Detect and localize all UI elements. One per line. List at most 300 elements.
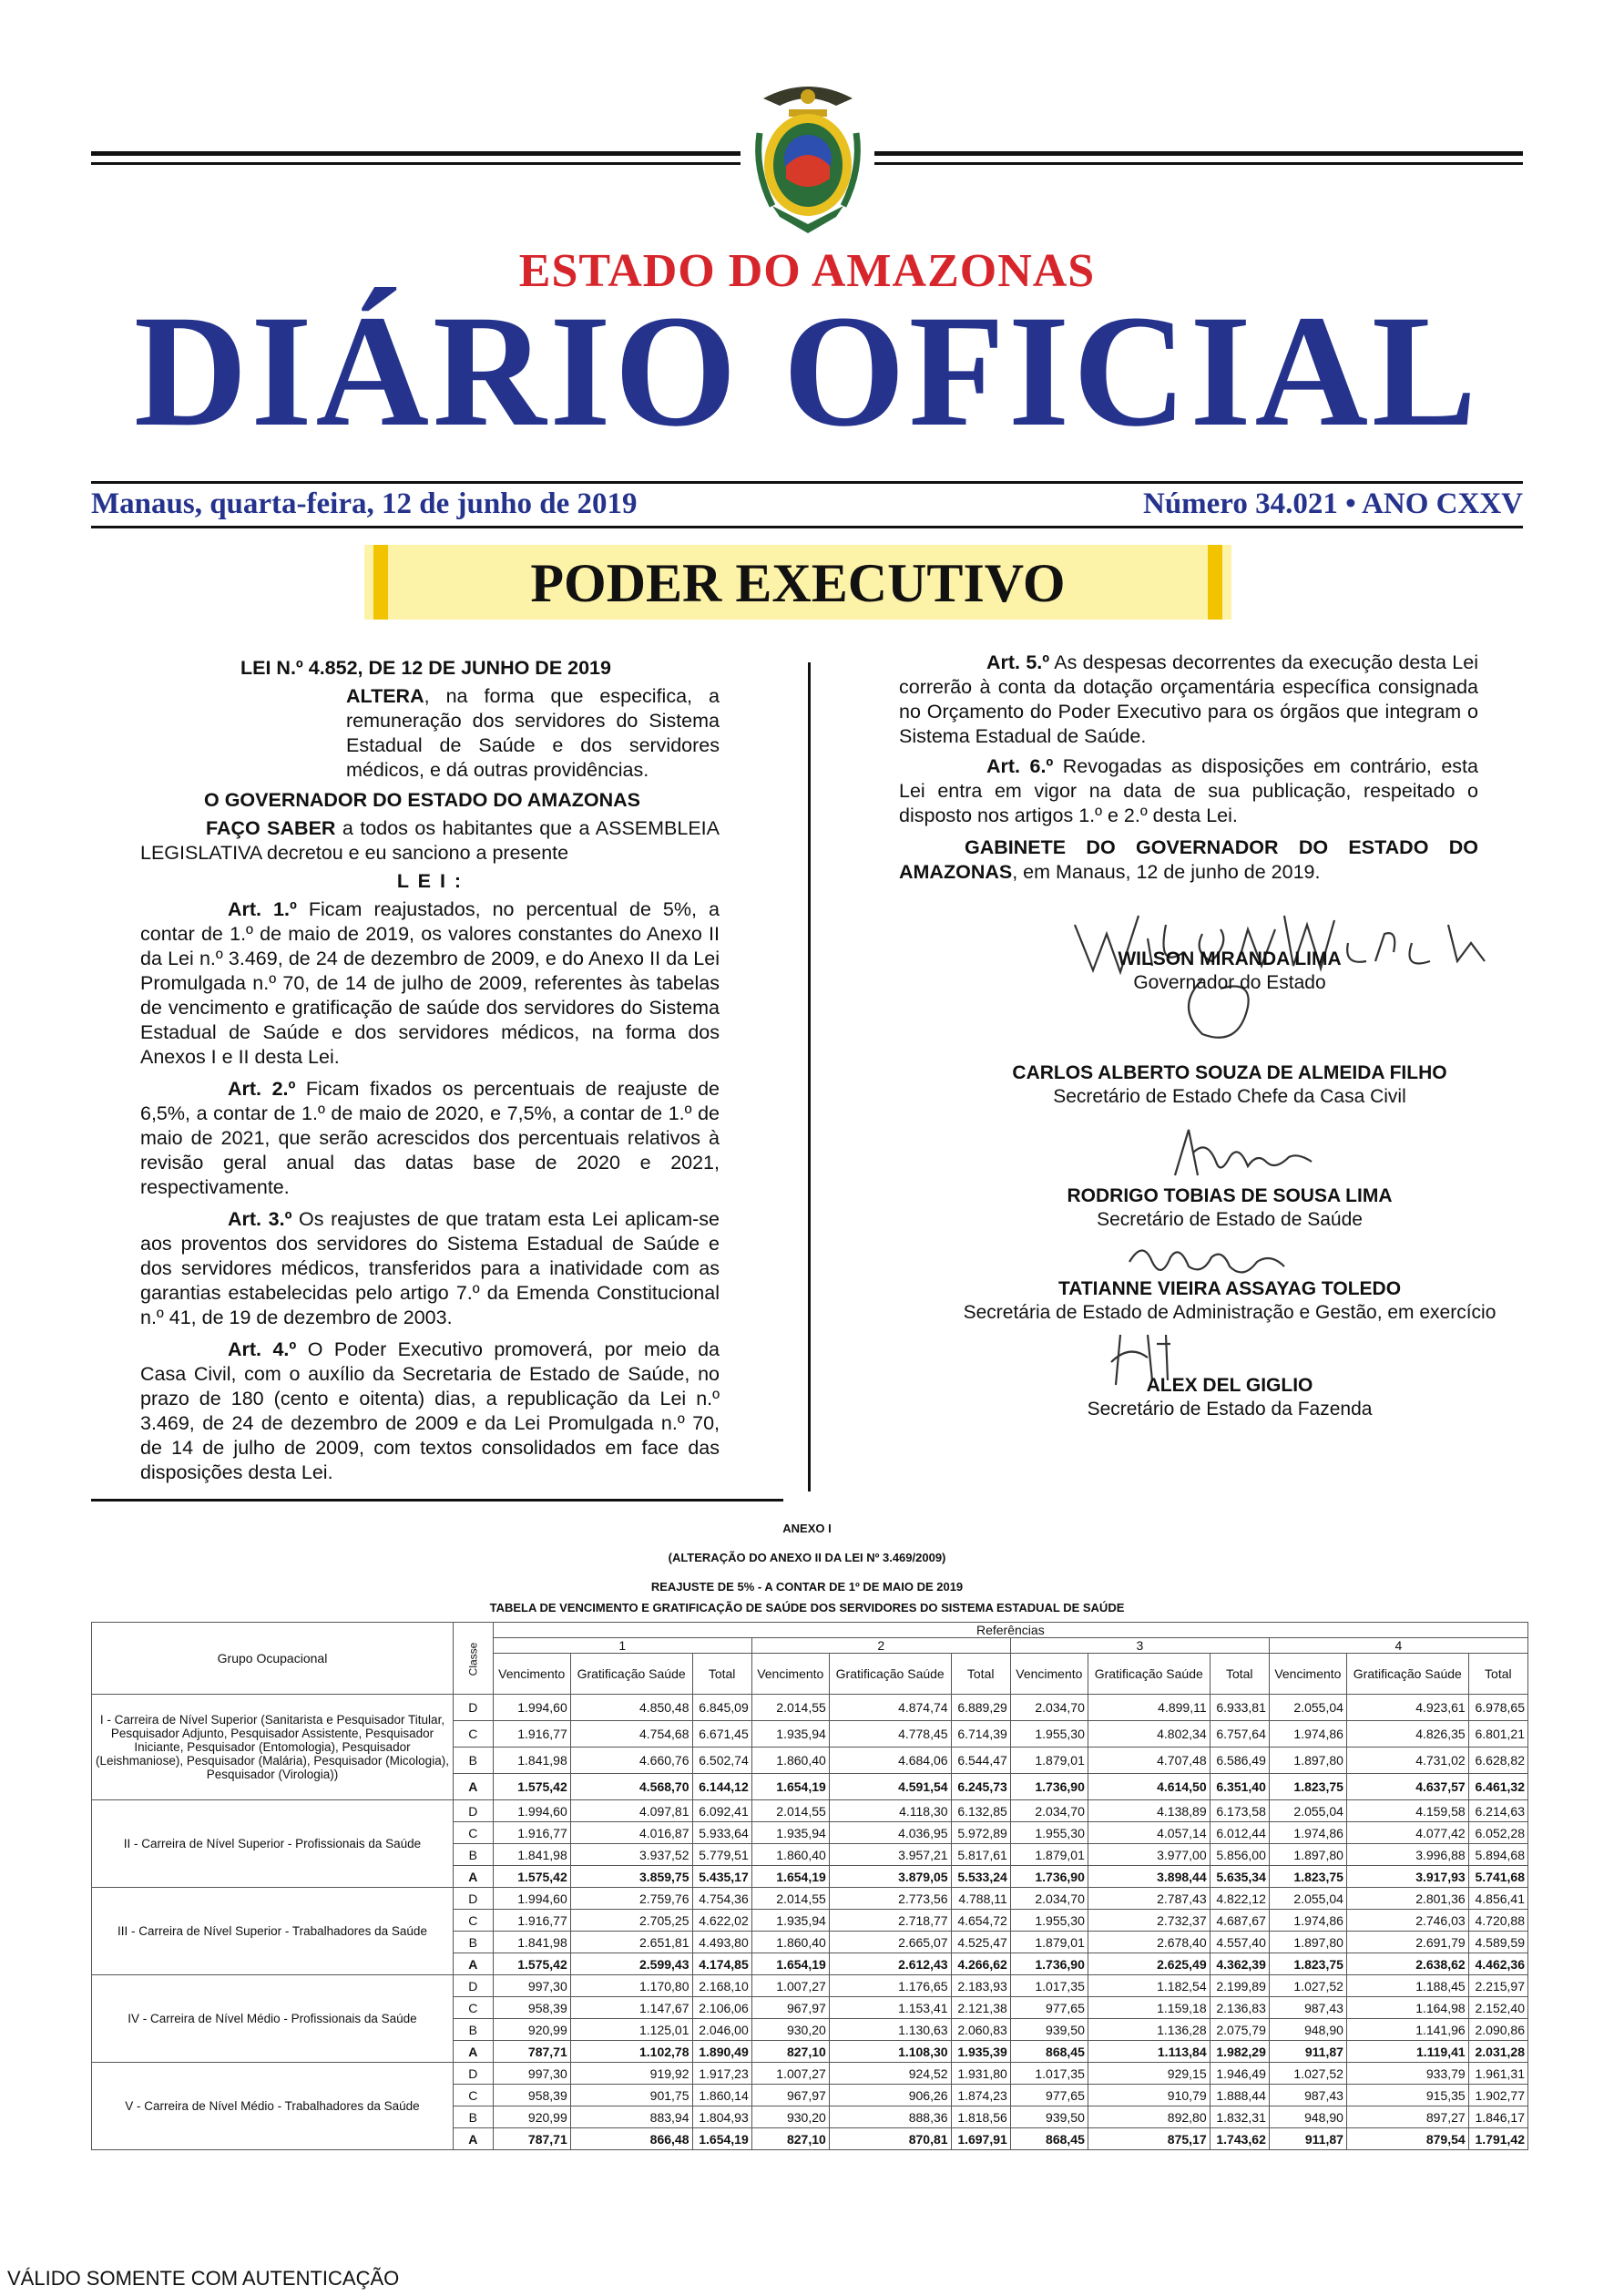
value-cell: 3.977,00: [1088, 1844, 1210, 1866]
footer-note: VÁLIDO SOMENTE COM AUTENTICAÇÃO: [7, 2267, 400, 2290]
classe-cell: A: [454, 2128, 494, 2150]
value-cell: 5.894,68: [1468, 1844, 1527, 1866]
annex-subtitle: (ALTERAÇÃO DO ANEXO II DA LEI Nº 3.469/2009): [668, 1551, 946, 1564]
value-cell: 5.933,64: [692, 1822, 751, 1844]
value-cell: 911,87: [1269, 2041, 1346, 2063]
value-cell: 1.804,93: [692, 2106, 751, 2128]
signature-block-3: [884, 1277, 1576, 1325]
value-cell: 3.937,52: [570, 1844, 692, 1866]
value-cell: 4.788,11: [951, 1888, 1010, 1910]
masthead-rule-top-1: [91, 151, 741, 156]
value-cell: 1.955,30: [1010, 1910, 1088, 1932]
value-cell: 4.778,45: [829, 1721, 951, 1748]
value-cell: 4.557,40: [1210, 1932, 1269, 1953]
value-cell: 977,65: [1010, 1997, 1088, 2019]
value-cell: 1.860,14: [692, 2085, 751, 2106]
value-cell: 2.183,93: [951, 1975, 1010, 1997]
ref-header: 3: [1010, 1638, 1269, 1654]
value-cell: 4.684,06: [829, 1748, 951, 1774]
value-cell: 4.118,30: [829, 1800, 951, 1822]
value-cell: 4.266,62: [951, 1953, 1010, 1975]
gabinete-line: GABINETE DO GOVERNADOR DO ESTADO DO AMAZONAS, em Manaus, 12 de junho de 2019.: [899, 836, 1478, 883]
article-4: Art. 4.º O Poder Executivo promoverá, por meio da Casa Civil, com o auxílio da Secretaria de Estado de Saúde, no prazo de 180 (cento e oitenta) dias, a republicação da Lei n.º 3.469, de 24 de dezembro de 2009 e da Lei Promulgada n.º 70, de 14 de julho de 2009, com textos consolidados em face das disposições desta Lei.: [140, 1338, 720, 1483]
value-cell: 866,48: [570, 2128, 692, 2150]
value-cell: 3.859,75: [570, 1866, 692, 1888]
column-divider: [808, 662, 811, 1491]
value-cell: 1.164,98: [1346, 1997, 1468, 2019]
value-cell: 2.665,07: [829, 1932, 951, 1953]
value-cell: 1.897,80: [1269, 1932, 1346, 1953]
value-cell: 1.007,27: [751, 1975, 829, 1997]
value-cell: 4.754,36: [692, 1888, 751, 1910]
value-cell: 6.933,81: [1210, 1695, 1269, 1721]
value-cell: 1.159,18: [1088, 1997, 1210, 2019]
value-cell: 6.628,82: [1468, 1748, 1527, 1774]
classe-cell: B: [454, 2106, 494, 2128]
table-row: [92, 1695, 1528, 1721]
value-cell: 6.845,09: [692, 1695, 751, 1721]
salary-table-body: [92, 1695, 1528, 2150]
value-cell: 868,45: [1010, 2128, 1088, 2150]
signatory-name: RODRIGO TOBIAS DE SOUSA LIMA: [1067, 1185, 1393, 1206]
value-cell: 4.077,42: [1346, 1822, 1468, 1844]
law-heading: LEI N.º 4.852, DE 12 DE JUNHO DE 2019: [240, 657, 611, 679]
value-cell: 1.176,65: [829, 1975, 951, 1997]
value-cell: 1.823,75: [1269, 1866, 1346, 1888]
value-cell: 1.575,42: [493, 1774, 570, 1800]
value-cell: 2.678,40: [1088, 1932, 1210, 1953]
value-cell: 1.879,01: [1010, 1844, 1088, 1866]
value-cell: 1.974,86: [1269, 1721, 1346, 1748]
column-header: Total: [1468, 1654, 1527, 1695]
value-cell: 1.108,30: [829, 2041, 951, 2063]
signature-block-0: [884, 948, 1576, 995]
value-cell: 6.757,64: [1210, 1721, 1269, 1748]
classe-cell: B: [454, 1932, 494, 1953]
value-cell: 6.978,65: [1468, 1695, 1527, 1721]
classe-cell: A: [454, 2041, 494, 2063]
group-name: III - Carreira de Nível Superior - Trabalhadores da Saúde: [92, 1888, 454, 1975]
value-cell: 2.034,70: [1010, 1888, 1088, 1910]
value-cell: 4.687,67: [1210, 1910, 1269, 1932]
table-row: [92, 1888, 1528, 1910]
signatory-name: WILSON MIRANDA LIMA: [1118, 948, 1342, 969]
value-cell: 4.850,48: [570, 1695, 692, 1721]
annex-title: ANEXO I: [782, 1522, 832, 1535]
classe-cell: C: [454, 1997, 494, 2019]
value-cell: 2.651,81: [570, 1932, 692, 1953]
group-name: I - Carreira de Nível Superior (Sanitarista e Pesquisador Titular, Pesquisador Adjunto, Pesquisador Assistente, Pesquisador Iniciante, Pesquisador (Entomologia), Pesquisador (Leishmaniose), Pesquisador (Malária), Pesquisador (Micologia), Pesquisador (Virologia)): [92, 1695, 454, 1800]
value-cell: 1.946,49: [1210, 2063, 1269, 2085]
value-cell: 2.014,55: [751, 1888, 829, 1910]
group-header: Grupo Ocupacional: [92, 1623, 454, 1695]
ref-header: 1: [493, 1638, 751, 1654]
signatory-name: CARLOS ALBERTO SOUZA DE ALMEIDA FILHO: [1012, 1062, 1447, 1083]
value-cell: 2.090,86: [1468, 2019, 1527, 2041]
value-cell: 939,50: [1010, 2106, 1088, 2128]
value-cell: 920,99: [493, 2106, 570, 2128]
value-cell: 1.935,94: [751, 1721, 829, 1748]
value-cell: 1.736,90: [1010, 1953, 1088, 1975]
article-6: Art. 6.º Revogadas as disposições em contrário, esta Lei entra em vigor na data de sua publicação, respeitado o disposto nos artigos 1.º e 2.º desta Lei.: [899, 755, 1478, 826]
classe-cell: B: [454, 2019, 494, 2041]
value-cell: 2.732,37: [1088, 1910, 1210, 1932]
value-cell: 939,50: [1010, 2019, 1088, 2041]
signature-block-1: [884, 1061, 1576, 1109]
value-cell: 1.119,41: [1346, 2041, 1468, 2063]
classe-cell: D: [454, 2063, 494, 2085]
value-cell: 910,79: [1088, 2085, 1210, 2106]
classe-cell: B: [454, 1844, 494, 1866]
value-cell: 4.462,36: [1468, 1953, 1527, 1975]
column-header: Vencimento: [1269, 1654, 1346, 1695]
value-cell: 6.132,85: [951, 1800, 1010, 1822]
value-cell: 4.899,11: [1088, 1695, 1210, 1721]
salary-table: [91, 1622, 1528, 2150]
classe-header: Classe: [454, 1623, 494, 1695]
edition-number: Número 34.021 • ANO CXXV: [1142, 487, 1523, 520]
value-cell: 948,90: [1269, 2106, 1346, 2128]
value-cell: 892,80: [1088, 2106, 1210, 2128]
signatory-role: Secretário de Estado da Fazenda: [1087, 1399, 1373, 1420]
value-cell: 4.720,88: [1468, 1910, 1527, 1932]
law-right-column: [899, 651, 1478, 888]
value-cell: 1.916,77: [493, 1910, 570, 1932]
column-header: Gratificação Saúde: [1088, 1654, 1210, 1695]
ref-header: 4: [1269, 1638, 1527, 1654]
value-cell: 4.525,47: [951, 1932, 1010, 1953]
left-column-bottom-rule: [91, 1499, 783, 1502]
value-cell: 3.879,05: [829, 1866, 951, 1888]
group-name: II - Carreira de Nível Superior - Profissionais da Saúde: [92, 1800, 454, 1888]
value-cell: 2.046,00: [692, 2019, 751, 2041]
promulgation-clause: FAÇO SABER a todos os habitantes que a ASSEMBLEIA LEGISLATIVA decretou e eu sanciono a presente: [140, 817, 720, 864]
value-cell: 948,90: [1269, 2019, 1346, 2041]
value-cell: 1.961,31: [1468, 2063, 1527, 2085]
value-cell: 1.125,01: [570, 2019, 692, 2041]
value-cell: 1.791,42: [1468, 2128, 1527, 2150]
value-cell: 2.060,83: [951, 2019, 1010, 2041]
value-cell: 2.031,28: [1468, 2041, 1527, 2063]
value-cell: 1.897,80: [1269, 1844, 1346, 1866]
value-cell: 875,17: [1088, 2128, 1210, 2150]
value-cell: 2.705,25: [570, 1910, 692, 1932]
value-cell: 6.671,45: [692, 1721, 751, 1748]
value-cell: 2.599,43: [570, 1953, 692, 1975]
value-cell: 4.362,39: [1210, 1953, 1269, 1975]
value-cell: 1.955,30: [1010, 1822, 1088, 1844]
value-cell: 4.591,54: [829, 1774, 951, 1800]
value-cell: 2.638,62: [1346, 1953, 1468, 1975]
classe-cell: C: [454, 1721, 494, 1748]
value-cell: 977,65: [1010, 2085, 1088, 2106]
classe-cell: A: [454, 1953, 494, 1975]
signatory-role: Secretária de Estado de Administração e Gestão, em exercício: [963, 1302, 1497, 1323]
value-cell: 2.199,89: [1210, 1975, 1269, 1997]
value-cell: 901,75: [570, 2085, 692, 2106]
value-cell: 1.890,49: [692, 2041, 751, 2063]
value-cell: 1.841,98: [493, 1932, 570, 1953]
value-cell: 987,43: [1269, 1997, 1346, 2019]
value-cell: 987,43: [1269, 2085, 1346, 2106]
value-cell: 1.697,91: [951, 2128, 1010, 2150]
masthead-rule-top-4: [874, 162, 1523, 165]
signatory-name: ALEX DEL GIGLIO: [1146, 1375, 1313, 1396]
value-cell: 919,92: [570, 2063, 692, 2085]
value-cell: 6.092,41: [692, 1800, 751, 1822]
masthead-rule-top-2: [91, 162, 741, 165]
value-cell: 4.036,95: [829, 1822, 951, 1844]
signatory-role: Secretário de Estado Chefe da Casa Civil: [1053, 1086, 1406, 1107]
column-header: Total: [1210, 1654, 1269, 1695]
value-cell: 5.635,34: [1210, 1866, 1269, 1888]
value-cell: 6.586,49: [1210, 1748, 1269, 1774]
value-cell: 5.779,51: [692, 1844, 751, 1866]
value-cell: 967,97: [751, 1997, 829, 2019]
group-name: V - Carreira de Nível Médio - Trabalhadores da Saúde: [92, 2063, 454, 2150]
value-cell: 4.138,89: [1088, 1800, 1210, 1822]
value-cell: 2.625,49: [1088, 1953, 1210, 1975]
value-cell: 888,36: [829, 2106, 951, 2128]
value-cell: 6.461,32: [1468, 1774, 1527, 1800]
value-cell: 4.923,61: [1346, 1695, 1468, 1721]
value-cell: 4.731,02: [1346, 1748, 1468, 1774]
value-cell: 4.654,72: [951, 1910, 1010, 1932]
value-cell: 2.014,55: [751, 1695, 829, 1721]
value-cell: 929,15: [1088, 2063, 1210, 2085]
value-cell: 2.055,04: [1269, 1888, 1346, 1910]
value-cell: 2.168,10: [692, 1975, 751, 1997]
value-cell: 6.714,39: [951, 1721, 1010, 1748]
value-cell: 1.902,77: [1468, 2085, 1527, 2106]
signatory-role: Governador do Estado: [1133, 972, 1326, 993]
section-banner: [364, 545, 1231, 620]
value-cell: 911,87: [1269, 2128, 1346, 2150]
value-cell: 1.935,94: [751, 1822, 829, 1844]
value-cell: 3.917,93: [1346, 1866, 1468, 1888]
annex-table-title: TABELA DE VENCIMENTO E GRATIFICAÇÃO DE SAÚDE DOS SERVIDORES DO SISTEMA ESTADUAL DE SAÚDE: [489, 1601, 1125, 1614]
value-cell: 1.879,01: [1010, 1748, 1088, 1774]
value-cell: 1.170,80: [570, 1975, 692, 1997]
value-cell: 1.147,67: [570, 1997, 692, 2019]
column-header: Total: [692, 1654, 751, 1695]
value-cell: 787,71: [493, 2041, 570, 2063]
value-cell: 958,39: [493, 1997, 570, 2019]
value-cell: 1.654,19: [692, 2128, 751, 2150]
value-cell: 6.889,29: [951, 1695, 1010, 1721]
value-cell: 1.027,52: [1269, 2063, 1346, 2085]
value-cell: 1.931,80: [951, 2063, 1010, 2085]
value-cell: 2.612,43: [829, 1953, 951, 1975]
value-cell: 1.935,39: [951, 2041, 1010, 2063]
value-cell: 5.856,00: [1210, 1844, 1269, 1866]
value-cell: 2.136,83: [1210, 1997, 1269, 2019]
value-cell: 1.994,60: [493, 1888, 570, 1910]
annex-reajuste: REAJUSTE DE 5% - A CONTAR DE 1º DE MAIO DE 2019: [650, 1580, 964, 1594]
value-cell: 1.743,62: [1210, 2128, 1269, 2150]
value-cell: 2.759,76: [570, 1888, 692, 1910]
value-cell: 1.874,23: [951, 2085, 1010, 2106]
value-cell: 1.916,77: [493, 1721, 570, 1748]
value-cell: 2.215,97: [1468, 1975, 1527, 1997]
value-cell: 2.152,40: [1468, 1997, 1527, 2019]
value-cell: 2.718,77: [829, 1910, 951, 1932]
signatory-name: TATIANNE VIEIRA ASSAYAG TOLEDO: [1057, 1278, 1402, 1299]
value-cell: 1.188,45: [1346, 1975, 1468, 1997]
value-cell: 2.106,06: [692, 1997, 751, 2019]
value-cell: 1.823,75: [1269, 1953, 1346, 1975]
value-cell: 1.860,40: [751, 1932, 829, 1953]
value-cell: 1.888,44: [1210, 2085, 1269, 2106]
value-cell: 4.614,50: [1088, 1774, 1210, 1800]
value-cell: 4.057,14: [1088, 1822, 1210, 1844]
value-cell: 2.034,70: [1010, 1800, 1088, 1822]
value-cell: 1.818,56: [951, 2106, 1010, 2128]
value-cell: 2.746,03: [1346, 1910, 1468, 1932]
value-cell: 1.141,96: [1346, 2019, 1468, 2041]
table-row: [92, 1975, 1528, 1997]
signatory-role: Secretário de Estado de Saúde: [1097, 1209, 1363, 1230]
value-cell: 1.846,17: [1468, 2106, 1527, 2128]
value-cell: 1.841,98: [493, 1844, 570, 1866]
value-cell: 4.660,76: [570, 1748, 692, 1774]
classe-cell: B: [454, 1748, 494, 1774]
value-cell: 1.917,23: [692, 2063, 751, 2085]
classe-cell: D: [454, 1800, 494, 1822]
value-cell: 4.589,59: [1468, 1932, 1527, 1953]
value-cell: 6.144,12: [692, 1774, 751, 1800]
value-cell: 1.994,60: [493, 1800, 570, 1822]
value-cell: 5.435,17: [692, 1866, 751, 1888]
column-header: Gratificação Saúde: [1346, 1654, 1468, 1695]
value-cell: 1.974,86: [1269, 1910, 1346, 1932]
value-cell: 915,35: [1346, 2085, 1468, 2106]
value-cell: 827,10: [751, 2128, 829, 2150]
governor-line: O GOVERNADOR DO ESTADO DO AMAZONAS: [204, 789, 640, 811]
value-cell: 5.972,89: [951, 1822, 1010, 1844]
value-cell: 1.182,54: [1088, 1975, 1210, 1997]
value-cell: 2.075,79: [1210, 2019, 1269, 2041]
value-cell: 6.012,44: [1210, 1822, 1269, 1844]
value-cell: 4.707,48: [1088, 1748, 1210, 1774]
value-cell: 1.879,01: [1010, 1932, 1088, 1953]
value-cell: 1.955,30: [1010, 1721, 1088, 1748]
references-header: Referências: [493, 1623, 1527, 1638]
value-cell: 2.014,55: [751, 1800, 829, 1822]
value-cell: 897,27: [1346, 2106, 1468, 2128]
value-cell: 2.121,38: [951, 1997, 1010, 2019]
value-cell: 1.102,78: [570, 2041, 692, 2063]
coat-of-arms-icon: [745, 78, 871, 238]
value-cell: 1.916,77: [493, 1822, 570, 1844]
value-cell: 4.174,85: [692, 1953, 751, 1975]
value-cell: 1.860,40: [751, 1748, 829, 1774]
value-cell: 2.773,56: [829, 1888, 951, 1910]
value-cell: 6.502,74: [692, 1748, 751, 1774]
value-cell: 3.996,88: [1346, 1844, 1468, 1866]
value-cell: 827,10: [751, 2041, 829, 2063]
column-header: Gratificação Saúde: [829, 1654, 951, 1695]
value-cell: 1.654,19: [751, 1774, 829, 1800]
value-cell: 4.016,87: [570, 1822, 692, 1844]
value-cell: 1.575,42: [493, 1866, 570, 1888]
classe-cell: A: [454, 1866, 494, 1888]
edition-date: Manaus, quarta-feira, 12 de junho de 2019: [91, 487, 638, 520]
value-cell: 1.823,75: [1269, 1774, 1346, 1800]
value-cell: 5.533,24: [951, 1866, 1010, 1888]
value-cell: 2.034,70: [1010, 1695, 1088, 1721]
value-cell: 1.994,60: [493, 1695, 570, 1721]
value-cell: 4.826,35: [1346, 1721, 1468, 1748]
value-cell: 883,94: [570, 2106, 692, 2128]
state-name: ESTADO DO AMAZONAS: [518, 245, 1096, 297]
value-cell: 4.097,81: [570, 1800, 692, 1822]
dateline-rule-top: [91, 481, 1523, 484]
value-cell: 1.007,27: [751, 2063, 829, 2085]
value-cell: 6.245,73: [951, 1774, 1010, 1800]
classe-cell: C: [454, 1822, 494, 1844]
value-cell: 967,97: [751, 2085, 829, 2106]
value-cell: 6.351,40: [1210, 1774, 1269, 1800]
section-title: PODER EXECUTIVO: [530, 553, 1066, 613]
classe-cell: A: [454, 1774, 494, 1800]
value-cell: 920,99: [493, 2019, 570, 2041]
column-header: Vencimento: [1010, 1654, 1088, 1695]
column-header: Vencimento: [751, 1654, 829, 1695]
value-cell: 1.153,41: [829, 1997, 951, 2019]
value-cell: 787,71: [493, 2128, 570, 2150]
value-cell: 4.754,68: [570, 1721, 692, 1748]
value-cell: 1.575,42: [493, 1953, 570, 1975]
classe-cell: C: [454, 2085, 494, 2106]
classe-cell: D: [454, 1975, 494, 1997]
value-cell: 924,52: [829, 2063, 951, 2085]
value-cell: 1.113,84: [1088, 2041, 1210, 2063]
signature-rodrigo: [1166, 1121, 1330, 1184]
dateline-rule-bottom: [91, 526, 1523, 528]
value-cell: 1.982,29: [1210, 2041, 1269, 2063]
value-cell: 6.052,28: [1468, 1822, 1527, 1844]
column-header: Total: [951, 1654, 1010, 1695]
value-cell: 2.691,79: [1346, 1932, 1468, 1953]
value-cell: 3.957,21: [829, 1844, 951, 1866]
value-cell: 868,45: [1010, 2041, 1088, 2063]
value-cell: 5.741,68: [1468, 1866, 1527, 1888]
value-cell: 6.544,47: [951, 1748, 1010, 1774]
value-cell: 997,30: [493, 1975, 570, 1997]
value-cell: 958,39: [493, 2085, 570, 2106]
value-cell: 4.493,80: [692, 1932, 751, 1953]
value-cell: 4.622,02: [692, 1910, 751, 1932]
column-header: Gratificação Saúde: [570, 1654, 692, 1695]
value-cell: 4.159,58: [1346, 1800, 1468, 1822]
value-cell: 4.874,74: [829, 1695, 951, 1721]
value-cell: 6.214,63: [1468, 1800, 1527, 1822]
value-cell: 1.832,31: [1210, 2106, 1269, 2128]
signature-block-4: [884, 1374, 1576, 1421]
value-cell: 2.055,04: [1269, 1800, 1346, 1822]
law-summary: ALTERA, na forma que especifica, a remuneração dos servidores do Sistema Estadual de Saúde e dos servidores médicos, e dá outras providências.: [346, 685, 720, 781]
value-cell: 4.802,34: [1088, 1721, 1210, 1748]
article-3: Art. 3.º Os reajustes de que tratam esta Lei aplicam-se aos proventos dos servidores do Sistema Estadual de Saúde e dos servidores médicos, transferidos para a inatividade com as garantias estabelecidas pelo artigo 7.º da Emenda Constitucional n.º 41, de 19 de dezembro de 2003.: [140, 1208, 720, 1328]
value-cell: 1.841,98: [493, 1748, 570, 1774]
value-cell: 2.055,04: [1269, 1695, 1346, 1721]
table-row: [92, 1800, 1528, 1822]
value-cell: 1.654,19: [751, 1953, 829, 1975]
value-cell: 4.637,57: [1346, 1774, 1468, 1800]
article-2: Art. 2.º Ficam fixados os percentuais de reajuste de 6,5%, a contar de 1.º de maio de 2020, e 7,5%, a contar de 1.º de maio de 2021, que serão acrescidos dos percentuais relativos à revisão geral anual das datas base de 2020 e 2021, respectivamente.: [140, 1078, 720, 1198]
value-cell: 1.736,90: [1010, 1866, 1088, 1888]
